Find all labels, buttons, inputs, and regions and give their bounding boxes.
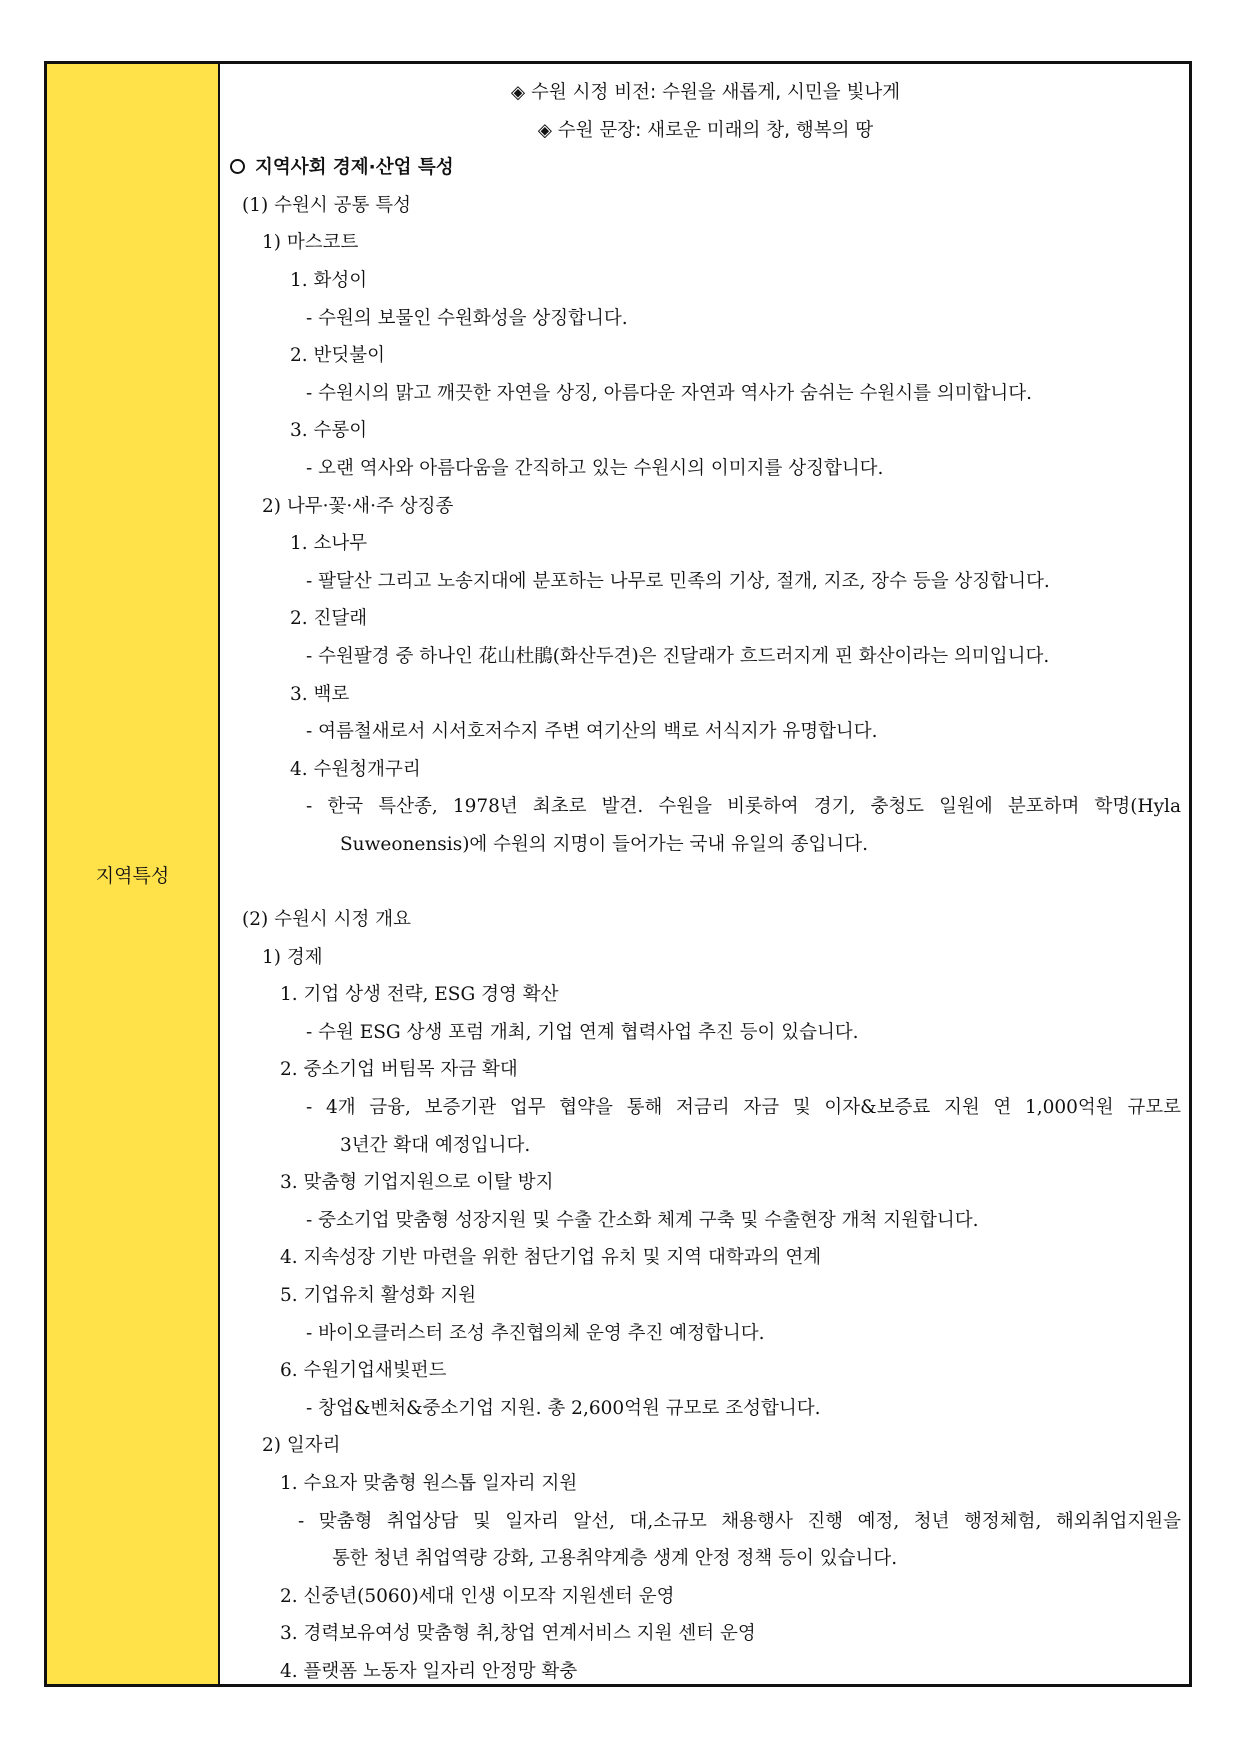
item-heading: 2. 중소기업 버팀목 자금 확대 bbox=[280, 1059, 518, 1081]
slogan-line: ◈ 수원 문장: 새로운 미래의 창, 행복의 땅 bbox=[537, 119, 874, 141]
subsection-heading: (2) 수원시 시정 개요 bbox=[242, 909, 411, 931]
row-label-cell bbox=[47, 64, 220, 1684]
item-description: - 창업&벤처&중소기업 지원. 총 2,600억원 규모로 조성합니다. bbox=[306, 1397, 821, 1419]
item-description: - 여름철새로서 시서호저수지 주변 여기산의 백로 서식지가 유명합니다. bbox=[306, 721, 878, 743]
item-description: - 중소기업 맞춤형 성장지원 및 수출 간소화 체계 구축 및 수출현장 개척 지원합니다. bbox=[306, 1209, 979, 1231]
item-description: - 맞춤형 취업상담 및 일자리 알선, 대,소규모 채용행사 진행 예정, 청년 행정체험, 해외취업지원을 bbox=[298, 1510, 1181, 1532]
item-description: - 4개 금융, 보증기관 업무 협약을 통해 저금리 자금 및 이자&보증료 지원 연 1,000억원 규모로 bbox=[306, 1097, 1181, 1119]
content-cell bbox=[220, 64, 1189, 1684]
item-heading: 1. 소나무 bbox=[290, 533, 368, 555]
item-heading: 1. 화성이 bbox=[290, 269, 368, 291]
circle-bullet-icon bbox=[230, 159, 245, 174]
item-heading: 2. 신중년(5060)세대 인생 이모작 지원센터 운영 bbox=[280, 1585, 675, 1607]
section-title: 지역사회 경제·산업 특성 bbox=[255, 157, 454, 179]
subsection-heading: (1) 수원시 공통 특성 bbox=[242, 194, 411, 216]
item-heading: 4. 지속성장 기반 마련을 위한 첨단기업 유치 및 지역 대학과의 연계 bbox=[280, 1247, 822, 1269]
item-description: - 수원시의 맑고 깨끗한 자연을 상징, 아름다운 자연과 역사가 숨쉬는 수원시를 의미합니다. bbox=[306, 382, 1033, 404]
spacer bbox=[230, 863, 1181, 901]
item-description-continued: 통한 청년 취업역량 강화, 고용취약계층 생계 안정 정책 등이 있습니다. bbox=[332, 1548, 898, 1570]
item-description: - 오랜 역사와 아름다움을 간직하고 있는 수원시의 이미지를 상징합니다. bbox=[306, 457, 884, 479]
item-heading: 2. 반딧불이 bbox=[290, 345, 386, 367]
item-description: - 한국 특산종, 1978년 최초로 발견. 수원을 비롯하여 경기, 충청도 일원에 분포하며 학명(Hyla bbox=[306, 796, 1181, 818]
item-heading: 3. 백로 bbox=[290, 683, 350, 705]
topic-heading: 1) 경제 bbox=[262, 946, 323, 968]
item-heading: 3. 맞춤형 기업지원으로 이탈 방지 bbox=[280, 1172, 554, 1194]
item-description: - 팔달산 그리고 노송지대에 분포하는 나무로 민족의 기상, 절개, 지조, 장수 등을 상징합니다. bbox=[306, 570, 1050, 592]
item-heading: 2. 진달래 bbox=[290, 608, 368, 630]
item-heading: 5. 기업유치 활성화 지원 bbox=[280, 1285, 477, 1306]
item-heading: 3. 수롱이 bbox=[290, 420, 368, 442]
item-description: - 수원의 보물인 수원화성을 상징합니다. bbox=[306, 307, 628, 329]
item-description: - 바이오클러스터 조성 추진협의체 운영 추진 예정합니다. bbox=[306, 1322, 765, 1344]
item-heading: 1. 수요자 맞춤형 원스톱 일자리 지원 bbox=[280, 1472, 578, 1494]
item-description: - 수원 ESG 상생 포럼 개최, 기업 연계 협력사업 추진 등이 있습니다. bbox=[306, 1021, 859, 1043]
topic-heading: 2) 나무·꽃·새·주 상징종 bbox=[262, 495, 454, 517]
item-heading: 3. 경력보유여성 맞춤형 취,창업 연계서비스 지원 센터 운영 bbox=[280, 1623, 756, 1645]
item-heading: 4. 플랫폼 노동자 일자리 안정망 확충 bbox=[280, 1660, 578, 1682]
item-heading: 1. 기업 상생 전략, ESG 경영 확산 bbox=[280, 984, 559, 1006]
section-heading bbox=[230, 149, 1181, 187]
topic-heading: 1) 마스코트 bbox=[262, 232, 359, 254]
vision-line: ◈ 수원 시정 비전: 수원을 새롭게, 시민을 빛나게 bbox=[510, 82, 901, 103]
item-description: - 수원팔경 중 하나인 花山杜鵑(화산두견)은 진달래가 흐드러지게 핀 화산이라는 의미입니다. bbox=[306, 645, 1050, 667]
item-heading: 4. 수원청개구리 bbox=[290, 758, 421, 780]
item-description-continued: Suweonensis)에 수원의 지명이 들어가는 국내 유일의 종입니다. bbox=[340, 833, 868, 855]
row-label: 지역특성 bbox=[95, 864, 170, 887]
info-table bbox=[44, 61, 1192, 1687]
item-description-continued: 3년간 확대 예정입니다. bbox=[340, 1134, 531, 1156]
item-heading: 6. 수원기업새빛펀드 bbox=[280, 1360, 447, 1382]
topic-heading: 2) 일자리 bbox=[262, 1435, 341, 1457]
